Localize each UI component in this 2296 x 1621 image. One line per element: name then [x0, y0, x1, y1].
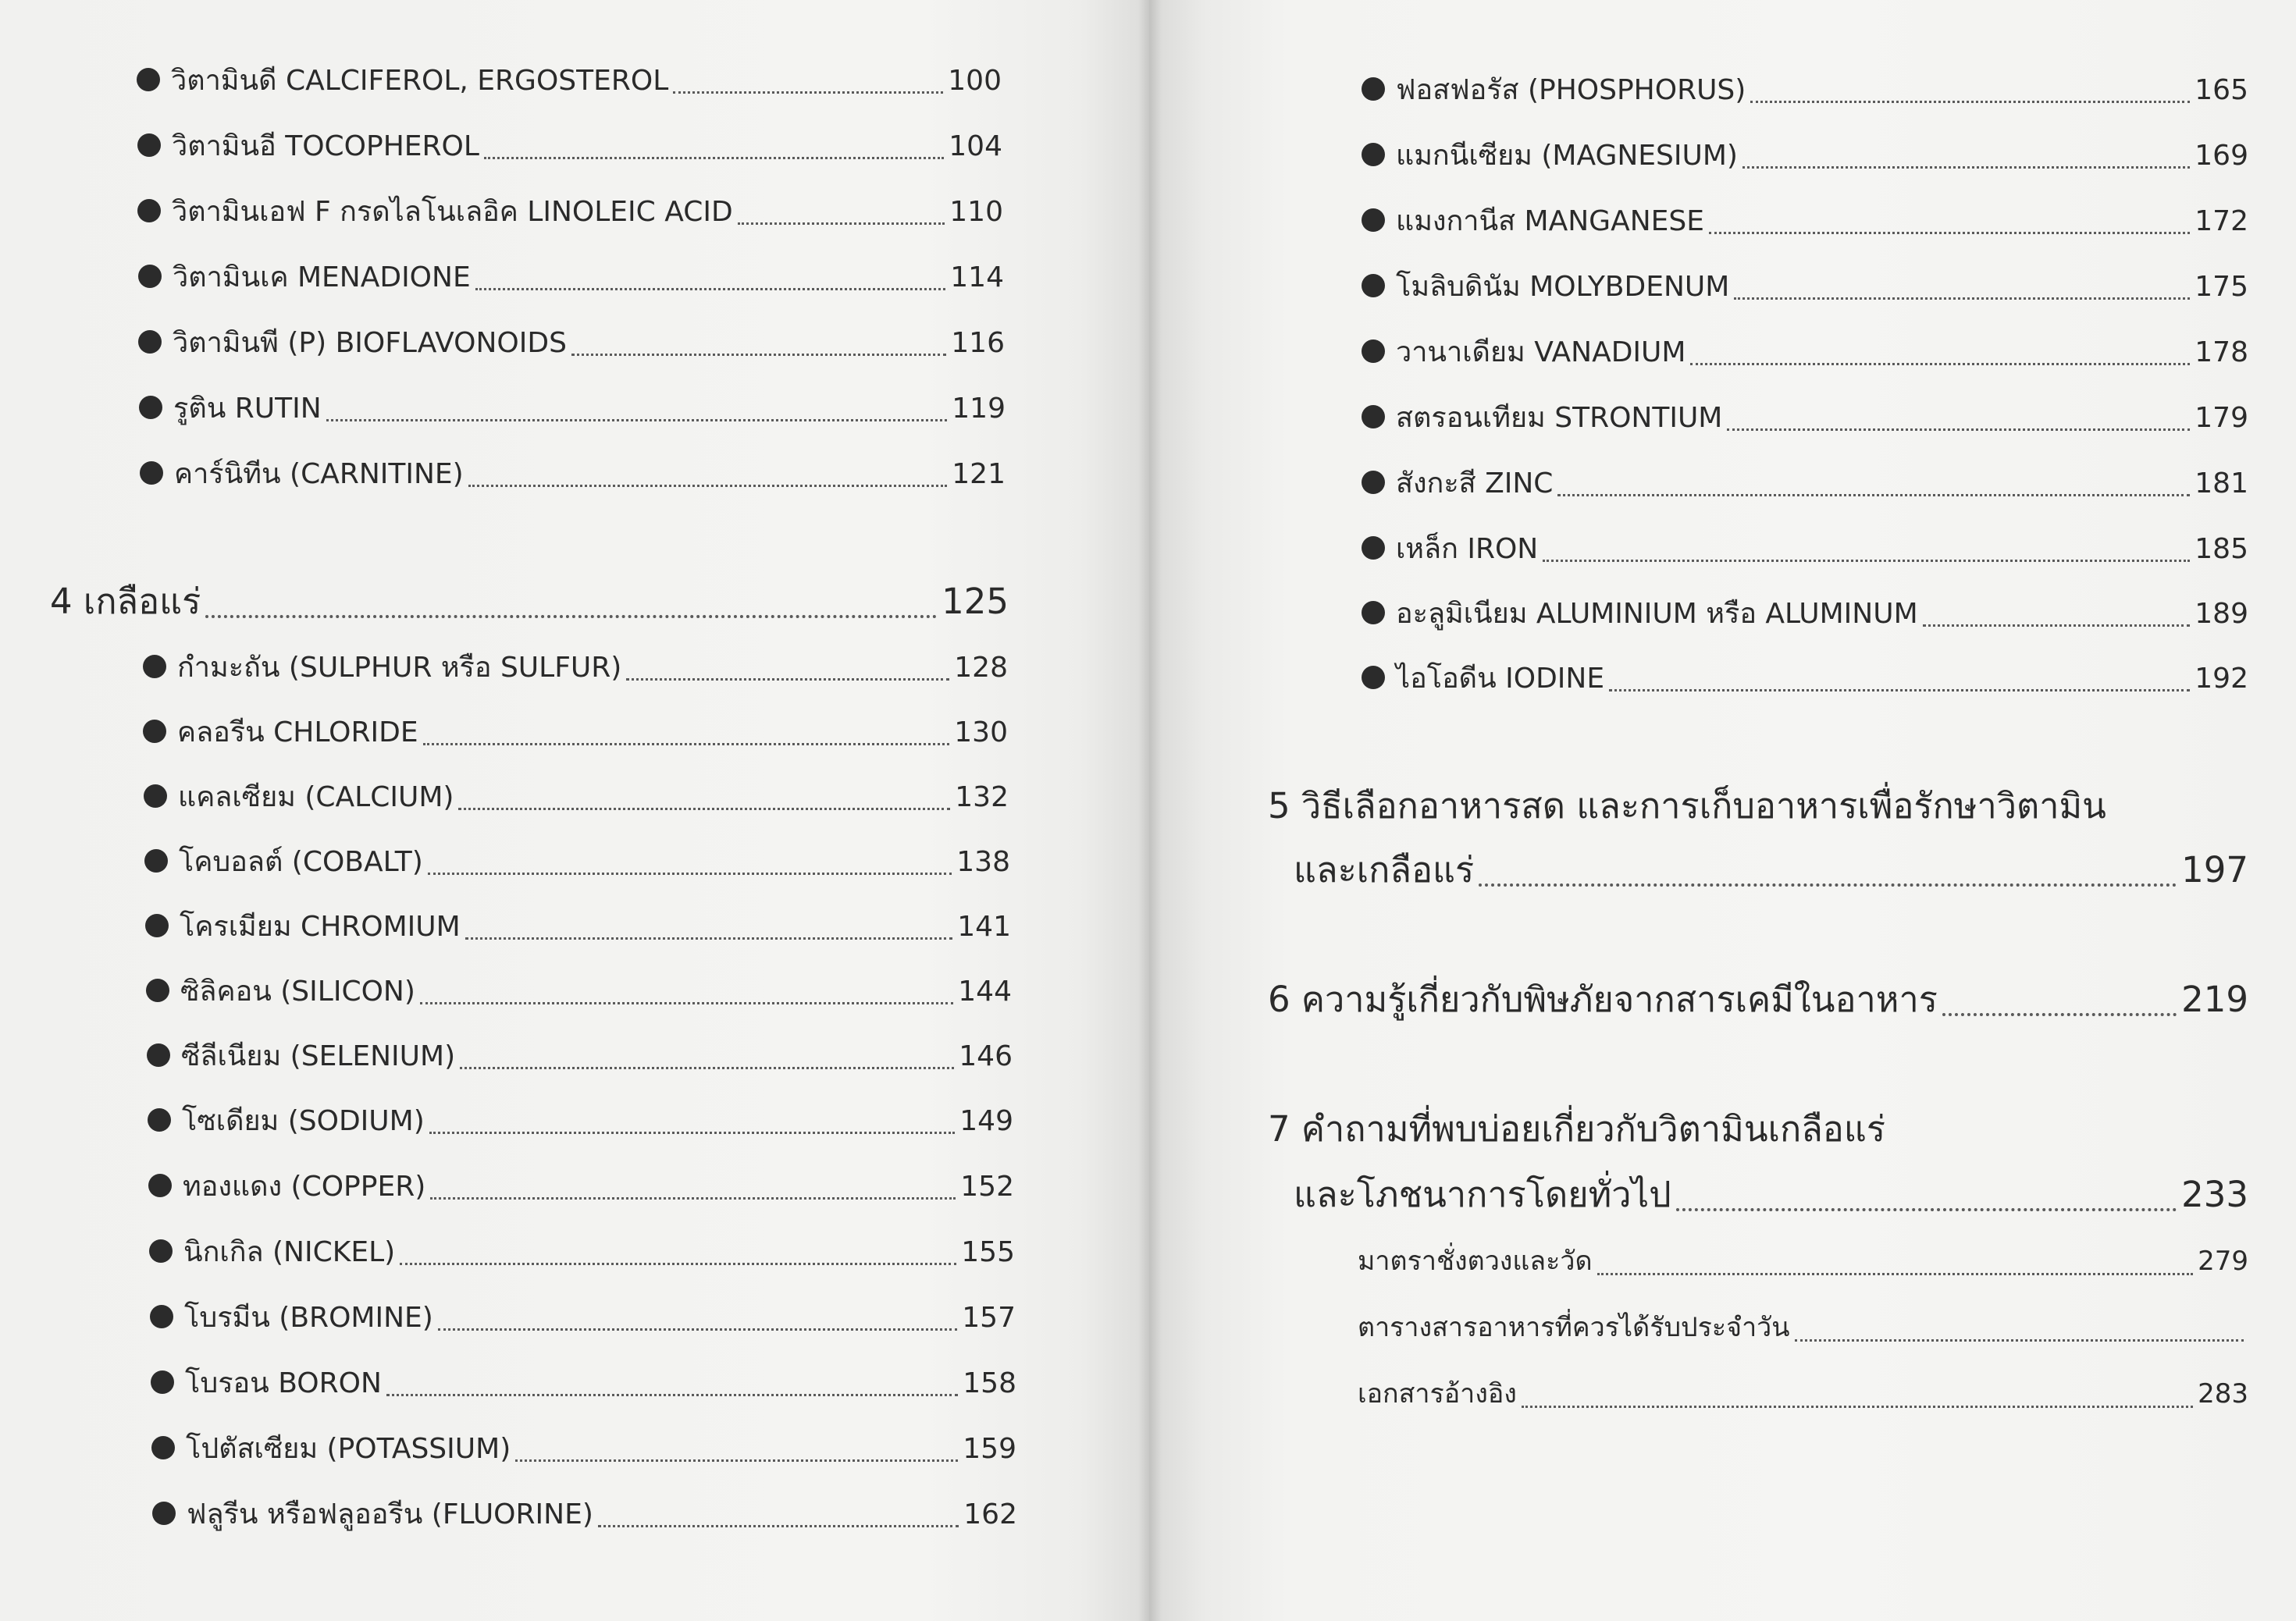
entry-label: คลอรีน CHLORIDE	[177, 716, 418, 748]
bullet-icon	[1362, 601, 1385, 624]
dot-leader	[626, 678, 949, 681]
page-number: 100	[948, 65, 1002, 97]
dot-leader	[1543, 560, 2190, 562]
entry-label: ฟลูรีน หรือฟลูออรีน (FLUORINE)	[187, 1498, 593, 1530]
page-number: 125	[942, 581, 1009, 622]
page-number: 128	[954, 652, 1008, 684]
bullet-icon	[149, 1239, 173, 1263]
entry-label: สังกะสี ZINC	[1396, 467, 1554, 499]
page-number: 149	[959, 1105, 1013, 1137]
toc-entry-vitamin-d[interactable]	[137, 58, 1002, 101]
bullet-icon	[137, 199, 161, 222]
toc-entry-selenium[interactable]	[147, 1033, 1013, 1077]
page-number: 152	[960, 1171, 1014, 1203]
entry-label: ไอโอดีน IODINE	[1396, 663, 1605, 695]
dot-leader	[1522, 1406, 2193, 1408]
toc-entry-sodium[interactable]	[148, 1098, 1013, 1142]
toc-appendix-references[interactable]	[1358, 1372, 2248, 1416]
entry-label: วิตามินเอฟ F กรดไลโนเลอิค LINOLEIC ACID	[172, 196, 733, 228]
entry-label: วิตามินอี TOCOPHEROL	[172, 130, 479, 162]
toc-entry-copper[interactable]	[148, 1164, 1014, 1207]
toc-chapter-5-line1[interactable]	[1268, 777, 2248, 832]
dot-leader	[484, 157, 944, 159]
page-number: 158	[963, 1367, 1016, 1399]
bullet-icon	[138, 265, 162, 288]
page-number: 119	[952, 393, 1006, 425]
entry-label: ซีลีเนียม (SELENIUM)	[181, 1040, 456, 1072]
right-page	[1149, 0, 2296, 1621]
chapter-title: 7 คำถามที่พบบ่อยเกี่ยวกับวิตามินเกลือแร่	[1268, 1108, 1885, 1150]
entry-label: กำมะถัน (SULPHUR หรือ SULFUR)	[177, 652, 622, 684]
page-number: 169	[2195, 140, 2248, 172]
toc-entry-bromine[interactable]	[150, 1295, 1016, 1338]
bullet-icon	[143, 720, 166, 743]
toc-chapter-7-line2[interactable]	[1294, 1166, 2248, 1221]
dot-leader	[460, 1067, 954, 1069]
toc-entry-iron[interactable]	[1362, 526, 2248, 570]
toc-entry-iodine[interactable]	[1362, 656, 2248, 699]
page-number: 146	[959, 1040, 1013, 1072]
toc-entry-boron[interactable]	[151, 1360, 1016, 1404]
dot-leader	[1742, 166, 2190, 169]
entry-label: แมกนีเซียม (MAGNESIUM)	[1396, 140, 1738, 172]
bullet-icon	[147, 1043, 170, 1067]
toc-entry-vitamin-e[interactable]	[137, 123, 1002, 167]
dot-leader	[423, 743, 950, 745]
entry-label: รูติน RUTIN	[173, 393, 322, 425]
page-number: 179	[2195, 402, 2248, 434]
page-number: 114	[950, 261, 1004, 293]
bullet-icon	[151, 1436, 175, 1459]
toc-appendix-nutrient-table[interactable]	[1358, 1306, 2248, 1349]
entry-label: เหล็ก IRON	[1396, 533, 1539, 565]
toc-entry-potassium[interactable]	[151, 1426, 1016, 1470]
entry-label: ทองแดง (COPPER)	[183, 1171, 426, 1203]
toc-entry-magnesium[interactable]	[1362, 133, 2248, 176]
bullet-icon	[143, 655, 166, 678]
entry-label: โปตัสเซียม (POTASSIUM)	[186, 1433, 511, 1465]
dot-leader	[1795, 1339, 2244, 1342]
page-number: 144	[958, 976, 1012, 1008]
toc-entry-vitamin-k[interactable]	[138, 254, 1004, 298]
page-number: 185	[2195, 533, 2248, 565]
toc-entry-manganese[interactable]	[1362, 198, 2248, 242]
dot-leader	[1557, 494, 2190, 496]
page-number: 197	[2181, 849, 2248, 890]
entry-label: ฟอสฟอรัส (PHOSPHORUS)	[1396, 74, 1746, 106]
dot-leader	[429, 1132, 956, 1134]
page-number: 130	[954, 716, 1008, 748]
toc-entry-vitamin-f[interactable]	[137, 189, 1003, 233]
page-number: 159	[963, 1433, 1016, 1465]
chapter-title-continued: และเกลือแร่	[1294, 849, 1475, 890]
dot-leader	[571, 354, 946, 356]
bullet-icon	[1362, 208, 1385, 232]
toc-entry-cobalt[interactable]	[144, 839, 1010, 883]
toc-chapter-7-line1[interactable]	[1268, 1100, 2248, 1155]
toc-entry-carnitine[interactable]	[140, 451, 1006, 495]
dot-leader	[673, 91, 943, 94]
toc-entry-phosphorus[interactable]	[1362, 67, 2248, 111]
bullet-icon	[1362, 666, 1385, 689]
chapter-title: 4 เกลือแร่	[50, 581, 201, 622]
entry-label: โซเดียม (SODIUM)	[182, 1105, 425, 1137]
dot-leader	[430, 1197, 956, 1200]
dot-leader	[1727, 428, 2190, 431]
toc-chapter-5-line2[interactable]	[1294, 841, 2248, 896]
page-number: 138	[956, 846, 1010, 878]
toc-entry-calcium[interactable]	[144, 774, 1009, 818]
toc-entry-chloride[interactable]	[143, 709, 1008, 753]
dot-leader	[738, 222, 945, 225]
bullet-icon	[1362, 339, 1385, 363]
bullet-icon	[1362, 274, 1385, 297]
toc-chapter-4[interactable]	[50, 573, 1009, 627]
toc-entry-molybdenum[interactable]	[1362, 264, 2248, 307]
page-number: 104	[949, 130, 1002, 162]
entry-label: โบรอน BORON	[185, 1367, 382, 1399]
page-number: 181	[2195, 467, 2248, 499]
dot-leader	[1479, 883, 2177, 887]
book-gutter	[1138, 0, 1162, 1621]
bullet-icon	[1362, 77, 1385, 101]
page-number: 192	[2195, 663, 2248, 695]
entry-label: วานาเดียม VANADIUM	[1396, 336, 1686, 368]
page-number: 175	[2195, 271, 2248, 303]
page-number: 157	[962, 1302, 1016, 1334]
chapter-title: 5 วิธีเลือกอาหารสด และการเก็บอาหารเพื่อรักษาวิตามิน	[1268, 785, 2106, 826]
dot-leader	[515, 1459, 958, 1462]
toc-entry-aluminium[interactable]	[1362, 591, 2248, 635]
dot-leader	[458, 808, 950, 810]
bullet-icon	[150, 1305, 173, 1328]
page-number: 178	[2195, 336, 2248, 368]
dot-leader	[205, 615, 937, 618]
bullet-icon	[137, 68, 160, 91]
bullet-icon	[145, 914, 169, 937]
toc-entry-nickel[interactable]	[149, 1229, 1015, 1273]
bullet-icon	[148, 1174, 172, 1197]
entry-label: โครเมียม CHROMIUM	[180, 911, 461, 943]
page-number: 116	[951, 327, 1005, 359]
entry-label: แมงกานีส MANGANESE	[1396, 205, 1704, 237]
dot-leader	[386, 1394, 958, 1396]
dot-leader	[468, 485, 948, 487]
entry-label: โมลิบดินัม MOLYBDENUM	[1396, 271, 1730, 303]
page-number: 155	[961, 1236, 1015, 1268]
bullet-icon	[140, 461, 163, 485]
toc-chapter-6[interactable]	[1268, 971, 2248, 1026]
dot-leader	[1942, 1013, 2177, 1016]
entry-label: วิตามินเค MENADIONE	[173, 261, 471, 293]
dot-leader	[598, 1525, 959, 1527]
page-number: 283	[2198, 1378, 2248, 1409]
chapter-title: 6 ความรู้เกี่ยวกับพิษภัยจากสารเคมีในอาหาร	[1268, 979, 1938, 1020]
dot-leader	[475, 288, 946, 290]
entry-label: มาตราชั่งตวงและวัด	[1358, 1246, 1593, 1277]
bullet-icon	[151, 1370, 174, 1394]
bullet-icon	[1362, 143, 1385, 166]
toc-entry-fluorine[interactable]	[152, 1491, 1017, 1535]
page-number: 279	[2198, 1246, 2248, 1277]
entry-label: ซิลิคอน (SILICON)	[180, 976, 415, 1008]
dot-leader	[420, 1002, 953, 1004]
dot-leader	[438, 1328, 957, 1331]
chapter-title-continued: และโภชนาการโดยทั่วไป	[1294, 1174, 1671, 1215]
toc-entry-silicon[interactable]	[146, 969, 1012, 1012]
entry-label: นิกเกิล (NICKEL)	[183, 1236, 396, 1268]
toc-entry-chromium[interactable]	[145, 904, 1011, 947]
page-number: 233	[2181, 1174, 2248, 1215]
toc-entry-rutin[interactable]	[139, 386, 1006, 429]
entry-label: อะลูมิเนียม ALUMINIUM หรือ ALUMINUM	[1396, 598, 1918, 630]
entry-label: โคบอลต์ (COBALT)	[179, 846, 423, 878]
bullet-icon	[1362, 405, 1385, 428]
toc-entry-sulphur[interactable]	[143, 645, 1008, 688]
toc-entry-zinc[interactable]	[1362, 460, 2248, 504]
page-number: 141	[957, 911, 1011, 943]
toc-entry-vanadium[interactable]	[1362, 329, 2248, 373]
page-number: 172	[2195, 205, 2248, 237]
dot-leader	[465, 937, 953, 940]
entry-label: สตรอนเทียม STRONTIUM	[1396, 402, 1723, 434]
bullet-icon	[148, 1108, 171, 1132]
dot-leader	[1734, 297, 2190, 300]
bullet-icon	[139, 396, 162, 419]
page-number: 132	[955, 781, 1009, 813]
dot-leader	[400, 1263, 956, 1265]
toc-entry-vitamin-p[interactable]	[138, 320, 1005, 364]
dot-leader	[428, 873, 952, 875]
dot-leader	[1709, 232, 2190, 234]
page-number: 121	[952, 458, 1006, 490]
bullet-icon	[137, 133, 161, 157]
entry-label: วิตามินพี (P) BIOFLAVONOIDS	[173, 327, 567, 359]
bullet-icon	[138, 330, 162, 354]
dot-leader	[1923, 624, 2191, 627]
entry-label: คาร์นิทีน (CARNITINE)	[174, 458, 464, 490]
entry-label: ตารางสารอาหารที่ควรได้รับประจำวัน	[1358, 1312, 1790, 1343]
dot-leader	[326, 419, 948, 421]
entry-label: วิตามินดี CALCIFEROL, ERGOSTEROL	[171, 65, 669, 97]
entry-label: แคลเซียม (CALCIUM)	[178, 781, 454, 813]
page-number: 162	[963, 1498, 1017, 1530]
page-number: 219	[2181, 979, 2248, 1020]
page-number: 165	[2195, 74, 2248, 106]
bullet-icon	[1362, 536, 1385, 560]
bullet-icon	[1362, 471, 1385, 494]
entry-label: เอกสารอ้างอิง	[1358, 1378, 1517, 1409]
dot-leader	[1690, 363, 2190, 365]
bullet-icon	[144, 784, 167, 808]
page-number: 110	[949, 196, 1003, 228]
page-number: 189	[2195, 598, 2248, 630]
dot-leader	[1597, 1273, 2194, 1275]
bullet-icon	[146, 979, 169, 1002]
dot-leader	[1609, 689, 2190, 691]
dot-leader	[1750, 101, 2190, 103]
dot-leader	[1676, 1208, 2177, 1211]
bullet-icon	[152, 1502, 176, 1525]
bullet-icon	[144, 849, 168, 873]
toc-entry-strontium[interactable]	[1362, 395, 2248, 439]
entry-label: โบรมีน (BROMINE)	[184, 1302, 433, 1334]
toc-appendix-measurements[interactable]	[1358, 1239, 2248, 1283]
